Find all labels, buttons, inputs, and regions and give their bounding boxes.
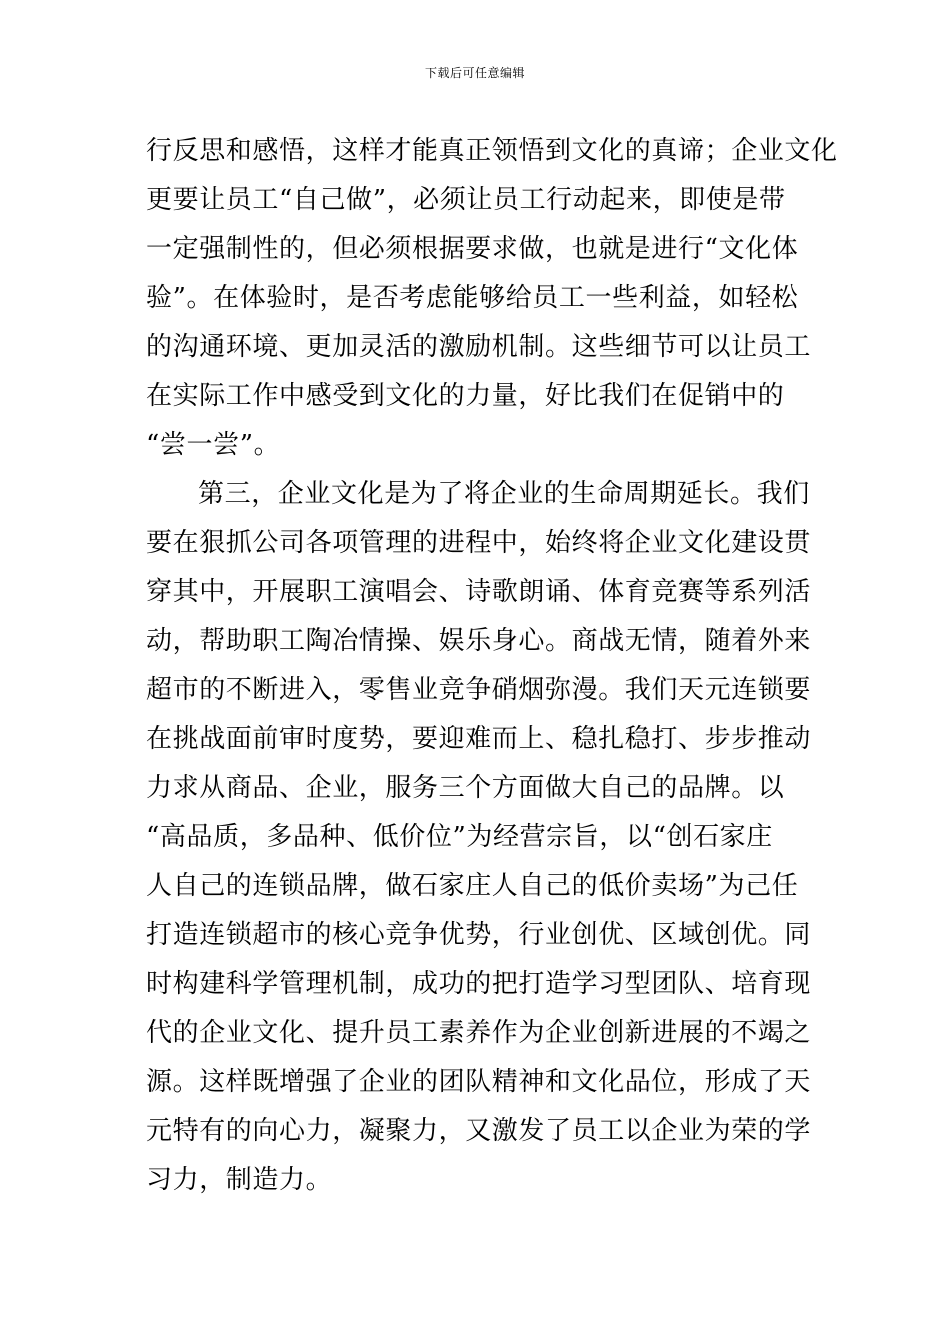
text-line: 穿其中，开展职工演唱会、诗歌朗诵、体育竞赛等系列活: [146, 577, 812, 607]
text-line: 动，帮助职工陶冶情操、娱乐身心。商战无情，随着外来: [146, 626, 812, 656]
text-line: 时构建科学管理机制，成功的把打造学习型团队、培育现: [146, 969, 812, 999]
text-line: 超市的不断进入，零售业竞争硝烟弥漫。我们天元连锁要: [146, 675, 812, 705]
text-line: 在挑战面前审时度势，要迎难而上、稳扎稳打、步步推动: [146, 724, 812, 754]
text-line: 力求从商品、企业，服务三个方面做大自己的品牌。以: [146, 773, 785, 803]
text-line: 的沟通环境、更加灵活的激励机制。这些细节可以让员工: [146, 332, 812, 362]
text-line: 行反思和感悟，这样才能真正领悟到文化的真谛；企业文化: [146, 136, 838, 166]
text-line: 要在狠抓公司各项管理的进程中，始终将企业文化建设贯: [146, 528, 812, 558]
text-line: 人自己的连锁品牌，做石家庄人自己的低价卖场”为己任: [146, 871, 799, 901]
text-line: 习力，制造力。: [146, 1165, 333, 1195]
text-line: “高品质，多品种、低价位”为经营宗旨，以“创石家庄: [146, 822, 773, 852]
document-body: [146, 127, 838, 1205]
text-line: 一定强制性的，但必须根据要求做，也就是进行“文化体: [146, 234, 799, 264]
text-line: 源。这样既增强了企业的团队精神和文化品位，形成了天: [146, 1067, 812, 1097]
text-line: 更要让员工“自己做”，必须让员工行动起来，即使是带: [146, 185, 786, 215]
text-line: “尝一尝”。: [146, 430, 281, 460]
text-line: 代的企业文化、提升员工素养作为企业创新进展的不竭之: [146, 1018, 812, 1048]
text-line: 在实际工作中感受到文化的力量，好比我们在促销中的: [146, 381, 785, 411]
text-line: 验”。在体验时，是否考虑能够给员工一些利益，如轻松: [146, 283, 799, 313]
page-header-note: 下载后可任意编辑: [424, 66, 525, 80]
paragraph-start-line: 第三，企业文化是为了将企业的生命周期延长。我们: [198, 479, 810, 509]
text-line: 元特有的向心力，凝聚力，又激发了员工以企业为荣的学: [146, 1116, 812, 1146]
text-line: 打造连锁超市的核心竞争优势，行业创优、区域创优。同: [146, 920, 812, 950]
